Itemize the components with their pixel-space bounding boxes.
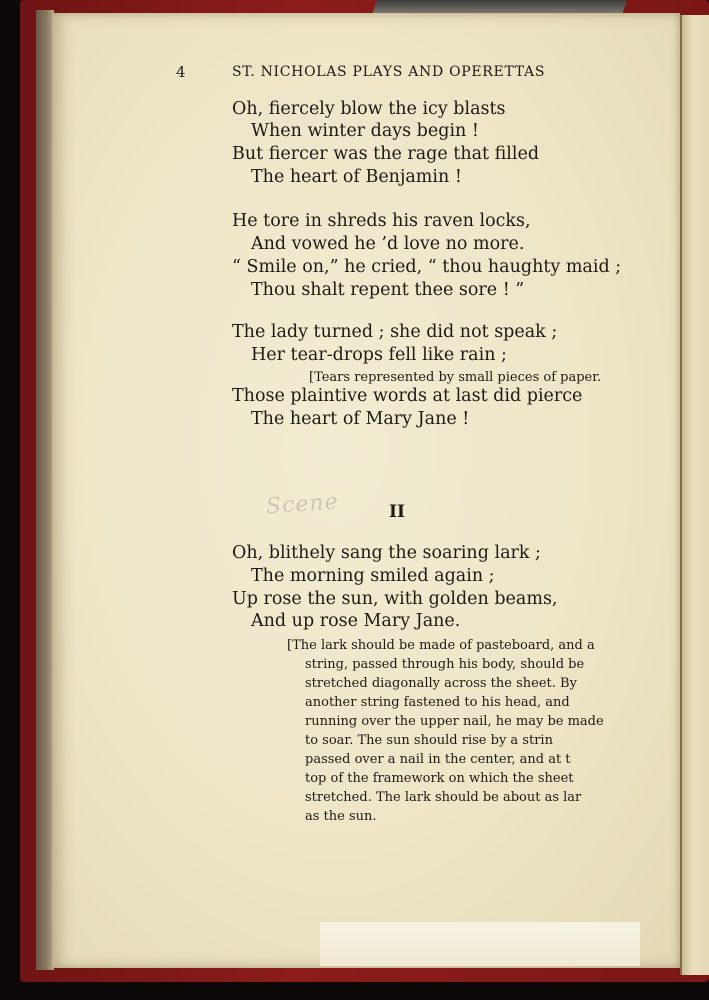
verse-line: Her tear-drops fell like rain ; (251, 345, 507, 365)
paper-strip (320, 922, 640, 966)
verse-line: Oh, fiercely blow the icy blasts (232, 99, 506, 119)
verse-line: But fiercer was the rage that filled (232, 144, 540, 164)
stage-note-line: another string fastened to his head, and (305, 695, 570, 710)
stage-note-line: top of the framework on which the sheet (305, 771, 574, 786)
stage-direction: [Tears represented by small pieces of paper. (309, 370, 602, 385)
verse-line: Thou shalt repent thee sore ! ” (251, 280, 525, 300)
verse-line: The heart of Benjamin ! (251, 167, 462, 187)
stage-note-line: string, passed through his body, should be (305, 657, 585, 672)
stage-note-line: passed over a nail in the center, and at t (305, 752, 571, 767)
verse-line: And up rose Mary Jane. (251, 611, 461, 631)
facing-page-edge (680, 15, 709, 975)
verse-line: When winter days begin ! (251, 121, 479, 141)
scene-numeral: II (389, 502, 405, 522)
stage-note-line: running over the upper nail, he may be made (305, 714, 604, 729)
stage-note-line: as the sun. (305, 809, 377, 824)
stage-note-line: stretched. The lark should be about as lar (305, 790, 582, 805)
page-number: 4 (176, 63, 186, 81)
handwritten-annotation: Scene (265, 489, 340, 520)
stage-note-line: to soar. The sun should rise by a strin (305, 733, 553, 748)
verse-line: The morning smiled again ; (251, 566, 495, 586)
stage-note-line: stretched diagonally across the sheet. By (305, 676, 577, 691)
verse-line: Oh, blithely sang the soaring lark ; (232, 543, 541, 563)
verse-line: The heart of Mary Jane ! (251, 409, 470, 429)
stage-note-line: [The lark should be made of pasteboard, and a (287, 638, 595, 653)
verse-line: “ Smile on,” he cried, “ thou haughty maid ; (232, 257, 622, 277)
verse-line: And vowed he ’d love no more. (251, 234, 525, 254)
verse-line: Up rose the sun, with golden beams, (232, 589, 558, 609)
verse-line: Those plaintive words at last did pierce (232, 386, 583, 406)
verse-line: The lady turned ; she did not speak ; (232, 322, 558, 342)
running-title: ST. NICHOLAS PLAYS AND OPERETTAS (232, 64, 546, 80)
verse-line: He tore in shreds his raven locks, (232, 211, 531, 231)
